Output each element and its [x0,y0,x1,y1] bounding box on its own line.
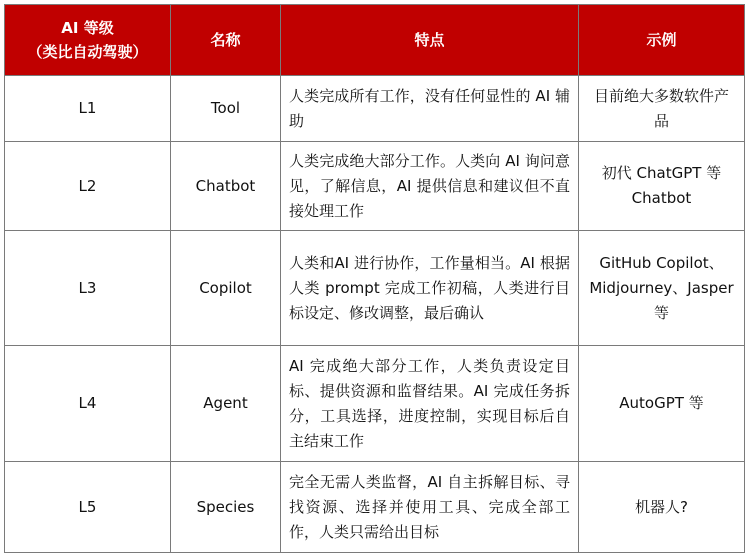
cell-name: Copilot [171,231,281,346]
cell-features: 人类完成绝大部分工作。人类向 AI 询问意见，了解信息，AI 提供信息和建议但不直接处理工作 [281,142,579,231]
header-examples: 示例 [579,5,745,76]
cell-name: Agent [171,346,281,462]
header-features: 特点 [281,5,579,76]
cell-name: Chatbot [171,142,281,231]
cell-examples: 目前绝大多数软件产品 [579,76,745,142]
header-level-line1: AI 等级 [61,19,114,37]
ai-levels-table-container [4,4,745,553]
cell-level: L2 [5,142,171,231]
cell-examples: AutoGPT 等 [579,346,745,462]
cell-examples: 机器人? [579,462,745,553]
header-row [5,5,745,76]
table-row [5,462,745,553]
cell-level: L5 [5,462,171,553]
cell-level: L4 [5,346,171,462]
table-row [5,76,745,142]
table-row [5,346,745,462]
cell-examples: GitHub Copilot、Midjourney、Jasper 等 [579,231,745,346]
cell-name: Tool [171,76,281,142]
cell-examples: 初代 ChatGPT 等 Chatbot [579,142,745,231]
cell-features: 人类完成所有工作，没有任何显性的 AI 辅助 [281,76,579,142]
header-level-line2: （类比自动驾驶） [27,43,148,61]
table-body [5,76,745,553]
cell-features: 完全无需人类监督，AI 自主拆解目标、寻找资源、选择并使用工具、完成全部工作，人类只需给出目标 [281,462,579,553]
cell-level: L1 [5,76,171,142]
header-level [5,5,171,76]
cell-features: 人类和AI 进行协作，工作量相当。AI 根据人类 prompt 完成工作初稿，人类进行目标设定、修改调整，最后确认 [281,231,579,346]
table-header [5,5,745,76]
ai-levels-table [4,4,745,553]
cell-features: AI 完成绝大部分工作，人类负责设定目标、提供资源和监督结果。AI 完成任务拆分，工具选择，进度控制，实现目标后自主结束工作 [281,346,579,462]
cell-name: Species [171,462,281,553]
header-name: 名称 [171,5,281,76]
cell-level: L3 [5,231,171,346]
table-row [5,142,745,231]
table-row [5,231,745,346]
